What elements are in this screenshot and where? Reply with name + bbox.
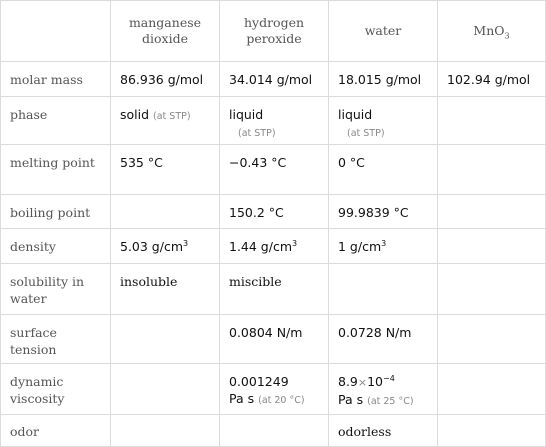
header-corner: [1, 1, 111, 62]
row-odor: [1, 415, 546, 447]
boiling-point-water: 99.9839 °C: [329, 195, 438, 229]
molar-mass-water: 18.015 g/mol: [329, 62, 438, 97]
phase-value: liquid: [338, 107, 373, 122]
density-value: 1 g/cm: [338, 239, 382, 254]
phase-value: solid: [120, 107, 150, 122]
phase-value: liquid: [229, 107, 264, 122]
melting-point-hydrogen-peroxide: −0.43 °C: [220, 145, 329, 195]
viscosity-water: [329, 364, 438, 415]
phase-note: (at STP): [347, 128, 385, 139]
surface-tension-mno3: [438, 315, 546, 364]
phase-hydrogen-peroxide: [220, 97, 329, 145]
odor-mno3: [438, 415, 546, 447]
molar-mass-mno3: 102.94 g/mol: [438, 62, 546, 97]
row-boiling-point: [1, 195, 546, 229]
column-header-manganese-dioxide: manganese dioxide: [111, 1, 220, 62]
molar-mass-manganese-dioxide: 86.936 g/mol: [111, 62, 220, 97]
density-water: [329, 229, 438, 264]
viscosity-value: 0.001249: [229, 374, 289, 389]
column-header-mno3: [438, 1, 546, 62]
viscosity-base: 10: [367, 374, 384, 389]
row-label-surface-tension: surface tension: [1, 315, 111, 364]
viscosity-mantissa: 8.9: [338, 374, 358, 389]
row-label-solubility: solubility in water: [1, 264, 111, 315]
phase-water: [329, 97, 438, 145]
phase-mno3: [438, 97, 546, 145]
viscosity-mno3: [438, 364, 546, 415]
row-label-boiling-point: boiling point: [1, 195, 111, 229]
density-manganese-dioxide: [111, 229, 220, 264]
odor-water: odorless: [329, 415, 438, 447]
odor-manganese-dioxide: [111, 415, 220, 447]
row-label-phase: phase: [1, 97, 111, 145]
boiling-point-hydrogen-peroxide: 150.2 °C: [220, 195, 329, 229]
viscosity-unit: Pa s: [229, 391, 255, 406]
phase-note: (at STP): [153, 111, 191, 122]
density-value: 5.03 g/cm: [120, 239, 184, 254]
melting-point-manganese-dioxide: 535 °C: [111, 145, 220, 195]
viscosity-note: (at 20 °C): [258, 395, 305, 406]
solubility-manganese-dioxide: insoluble: [111, 264, 220, 315]
phase-manganese-dioxide: [111, 97, 220, 145]
row-density: [1, 229, 546, 264]
row-label-melting-point: melting point: [1, 145, 111, 195]
row-surface-tension: [1, 315, 546, 364]
density-value: 1.44 g/cm: [229, 239, 293, 254]
column-header-hydrogen-peroxide: hydrogen peroxide: [220, 1, 329, 62]
row-label-molar-mass: molar mass: [1, 62, 111, 97]
density-hydrogen-peroxide: [220, 229, 329, 264]
viscosity-manganese-dioxide: [111, 364, 220, 415]
row-label-density: density: [1, 229, 111, 264]
row-solubility: [1, 264, 546, 315]
boiling-point-manganese-dioxide: [111, 195, 220, 229]
density-exponent: 3: [183, 238, 189, 248]
row-label-dynamic-viscosity: dynamic viscosity: [1, 364, 111, 415]
molar-mass-hydrogen-peroxide: 34.014 g/mol: [220, 62, 329, 97]
row-phase: [1, 97, 546, 145]
viscosity-exponent: −4: [383, 373, 395, 383]
times-symbol: ×: [357, 376, 368, 389]
row-molar-mass: [1, 62, 546, 97]
row-dynamic-viscosity: [1, 364, 546, 415]
viscosity-note: (at 25 °C): [367, 396, 414, 407]
odor-hydrogen-peroxide: [220, 415, 329, 447]
density-exponent: 3: [381, 238, 387, 248]
mno3-subscript: 3: [504, 31, 510, 41]
column-header-water: water: [329, 1, 438, 62]
surface-tension-hydrogen-peroxide: 0.0804 N/m: [220, 315, 329, 364]
viscosity-unit: Pa s: [338, 392, 364, 407]
row-label-odor: odor: [1, 415, 111, 447]
melting-point-mno3: [438, 145, 546, 195]
solubility-water: [329, 264, 438, 315]
solubility-hydrogen-peroxide: miscible: [220, 264, 329, 315]
boiling-point-mno3: [438, 195, 546, 229]
mno3-formula: MnO: [473, 23, 505, 38]
surface-tension-manganese-dioxide: [111, 315, 220, 364]
melting-point-water: 0 °C: [329, 145, 438, 195]
header-row: [1, 1, 546, 62]
viscosity-hydrogen-peroxide: [220, 364, 329, 415]
phase-note: (at STP): [238, 128, 276, 139]
row-melting-point: [1, 145, 546, 195]
surface-tension-water: 0.0728 N/m: [329, 315, 438, 364]
solubility-mno3: [438, 264, 546, 315]
density-mno3: [438, 229, 546, 264]
density-exponent: 3: [292, 238, 298, 248]
